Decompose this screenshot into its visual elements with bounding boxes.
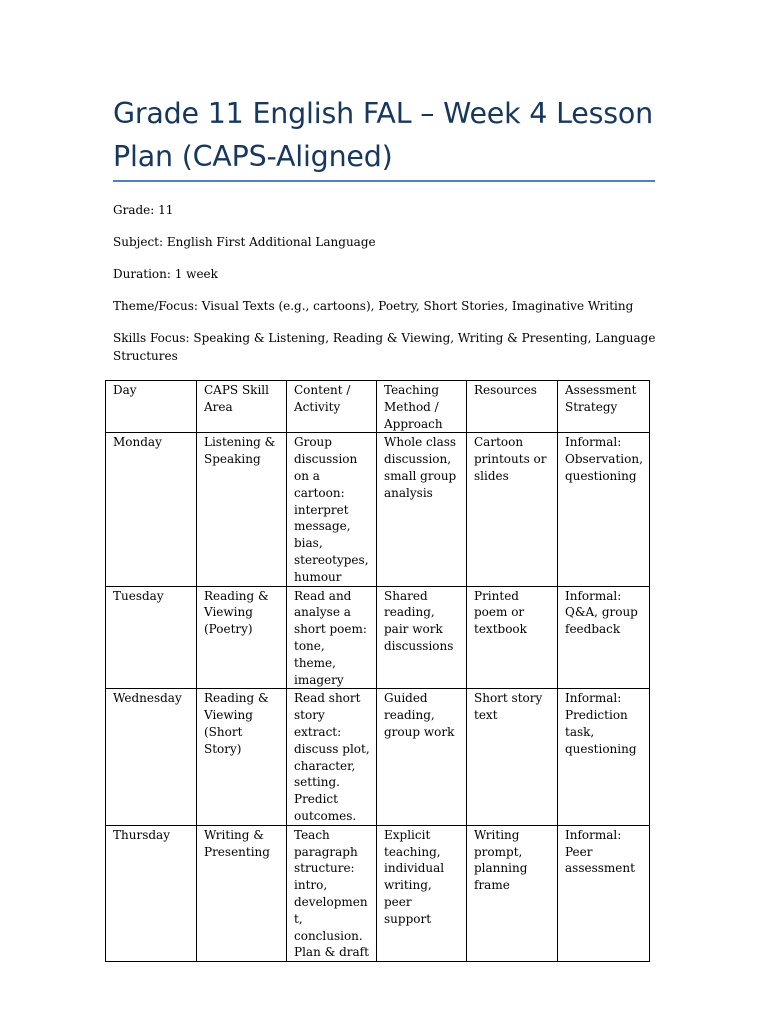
cell-content-activity: Group discussion on a cartoon: interpret message, bias, stereotypes, humour <box>287 433 377 586</box>
cell-caps-skill-area: Writing & Presenting <box>197 825 287 961</box>
cell-day: Thursday <box>106 825 197 961</box>
cell-resources: Cartoon printouts or slides <box>467 433 558 586</box>
cell-assessment-strategy: Informal: Prediction task, questioning <box>558 689 650 825</box>
lesson-plan-table <box>105 380 650 962</box>
meta-subject-label: Subject: <box>113 235 164 249</box>
cell-teaching-method: Guided reading, group work <box>377 689 467 825</box>
cell-teaching-method: Explicit teaching, individual writing, peer support <box>377 825 467 961</box>
meta-theme-value: Visual Texts (e.g., cartoons), Poetry, Short Stories, Imaginative Writing <box>201 299 634 313</box>
table-row <box>106 689 650 825</box>
table-row <box>106 433 650 586</box>
meta-grade-label: Grade: <box>113 203 155 217</box>
cell-content-activity: Read short story extract: discuss plot, character, setting. Predict outcomes. <box>287 689 377 825</box>
table-row <box>106 586 650 689</box>
cell-assessment-strategy: Informal: Q&A, group feedback <box>558 586 650 689</box>
cell-resources: Short story text <box>467 689 558 825</box>
cell-content-activity: Read and analyse a short poem: tone, theme, imagery <box>287 586 377 689</box>
header-caps-skill-area: CAPS Skill Area <box>197 381 287 433</box>
meta-grade-value: 11 <box>158 203 174 217</box>
meta-grade <box>113 201 658 219</box>
cell-assessment-strategy: Informal: Peer assessment <box>558 825 650 961</box>
meta-skills-value: Speaking & Listening, Reading & Viewing, Writing & Presenting, Language Structures <box>113 331 656 363</box>
meta-theme-label: Theme/Focus: <box>113 299 198 313</box>
meta-skills <box>113 329 658 365</box>
header-day: Day <box>106 381 197 433</box>
cell-assessment-strategy: Informal: Observation, questioning <box>558 433 650 586</box>
cell-caps-skill-area: Listening & Speaking <box>197 433 287 586</box>
header-teaching-method: Teaching Method / Approach <box>377 381 467 433</box>
meta-duration <box>113 265 658 283</box>
cell-caps-skill-area: Reading & Viewing (Short Story) <box>197 689 287 825</box>
header-content-activity: Content / Activity <box>287 381 377 433</box>
meta-theme <box>113 297 658 315</box>
header-resources: Resources <box>467 381 558 433</box>
table-header-row <box>106 381 650 433</box>
cell-caps-skill-area: Reading & Viewing (Poetry) <box>197 586 287 689</box>
meta-subject <box>113 233 658 251</box>
cell-content-activity: Teach paragraph structure: intro, development, conclusion. Plan & draft <box>287 825 377 961</box>
title-underline-rule <box>113 180 655 182</box>
meta-duration-label: Duration: <box>113 267 171 281</box>
cell-day: Wednesday <box>106 689 197 825</box>
meta-skills-label: Skills Focus: <box>113 331 190 345</box>
table-row <box>106 825 650 961</box>
cell-teaching-method: Whole class discussion, small group analysis <box>377 433 467 586</box>
document-title: Grade 11 English FAL – Week 4 Lesson Plan (CAPS-Aligned) <box>113 97 654 173</box>
header-assessment-strategy: Assessment Strategy <box>558 381 650 433</box>
cell-resources: Printed poem or textbook <box>467 586 558 689</box>
cell-resources: Writing prompt, planning frame <box>467 825 558 961</box>
cell-day: Tuesday <box>106 586 197 689</box>
cell-day: Monday <box>106 433 197 586</box>
meta-duration-value: 1 week <box>174 267 218 281</box>
cell-teaching-method: Shared reading, pair work discussions <box>377 586 467 689</box>
meta-subject-value: English First Additional Language <box>166 235 376 249</box>
